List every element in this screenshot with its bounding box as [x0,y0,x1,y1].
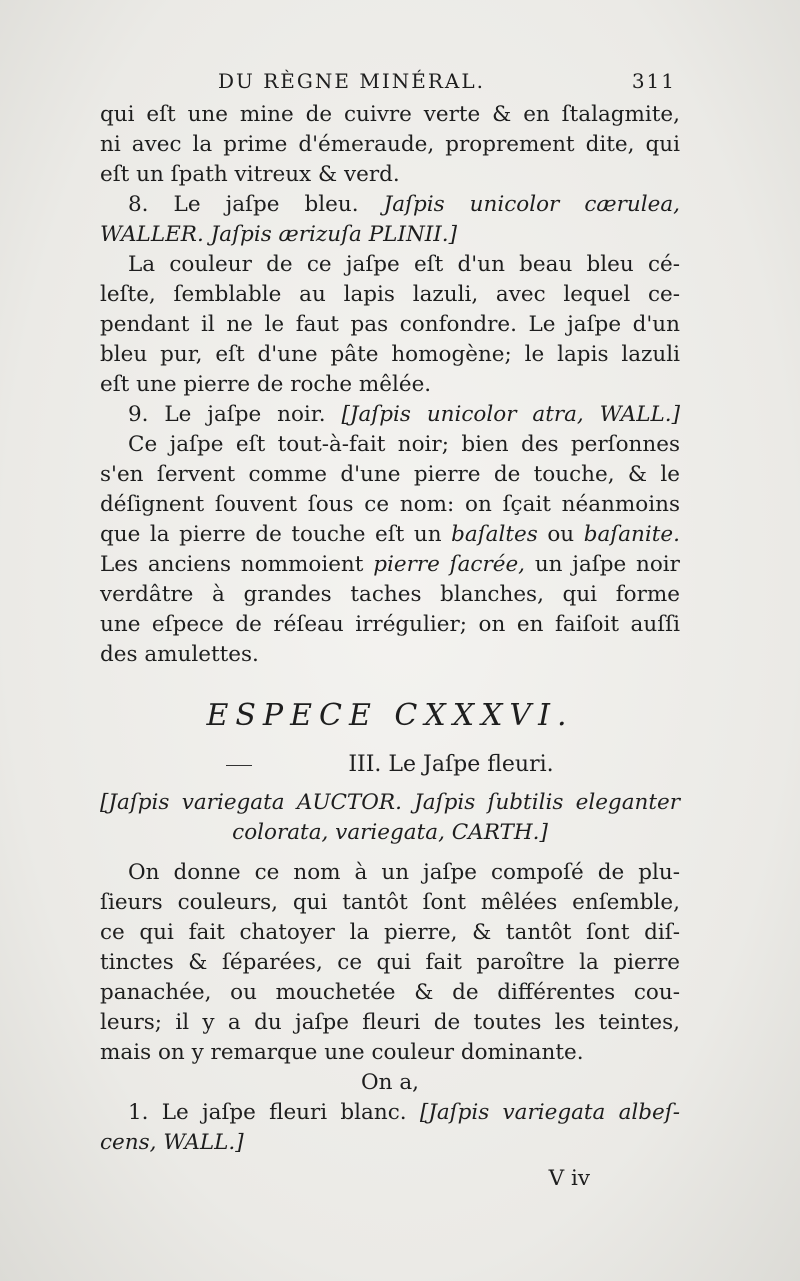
entry-8 [100,190,680,250]
synonyms-block [100,788,680,848]
text-line [100,1128,680,1158]
subheading [100,750,680,780]
paragraph-blue-jasper [100,250,680,400]
paragraph-black-jasper [100,430,680,670]
entry-1-synonym: cens, WALL.] [100,1130,244,1155]
text-line: mais on y remarque une couleur dominante. [100,1040,584,1065]
text-line: des amulettes. [100,642,259,667]
species-heading: ESPECE CXXXVI. [206,698,574,733]
synonyms-line-2: colorata, variegata, CARTH.] [232,820,548,845]
text-line [100,190,680,220]
text-line [100,818,680,848]
text-fragment: que la pierre de touche eſt un [100,522,442,547]
text-line: eſt un ſpath vitreux & verd. [100,162,400,187]
text-line: qui eſt une mine de cuivre verte & en ſtalagmite, [100,102,680,127]
text-line: Ce jaſpe eſt tout-à-fait noir; bien des perſonnes [128,432,680,457]
italic-term: baſaltes [451,522,538,547]
subheading-text: III. Le Jaſpe fleuri. [348,752,554,777]
entry-1 [100,1098,680,1158]
text-line [100,520,680,550]
text-line: pendant il ne le faut pas confondre. Le jaſpe d'un [100,312,680,337]
text-line: ce qui fait chatoyer la pierre, & tantôt ſont diſ- [100,920,680,945]
on-a-line: On a, [361,1070,419,1095]
text-line [100,788,680,818]
text-line: On donne ce nom à un jaſpe compoſé de plu- [128,860,680,885]
signature-mark: V iv [548,1166,590,1191]
page-text [100,66,680,1194]
running-head-title: DU RÈGNE MINÉRAL. [218,69,485,93]
text-line [100,1098,680,1128]
text-line [100,400,680,430]
text-fragment: un jaſpe noir [534,552,680,577]
text-line: ſieurs couleurs, qui tantôt ſont mêlées enſemble, [100,890,680,915]
text-line: déſignent ſouvent ſous ce nom: on ſçait néanmoins [100,492,680,517]
text-fragment: ou [547,522,575,547]
text-fragment: Les anciens nommoient [100,552,364,577]
page-number: 311 [631,69,676,93]
entry-9 [100,400,680,430]
text-line: tinctes & ſéparées, ce qui fait paroître la pierre [100,950,680,975]
italic-term: pierre ſacrée, [373,552,526,577]
entry-9-title: 9. Le jaſpe noir. [128,402,326,427]
text-line: verdâtre à grandes taches blanches, qui forme [100,582,680,607]
text-line: eſt une pierre de roche mêlée. [100,372,432,397]
entry-8-latin: Jaſpis unicolor cærulea, [383,192,680,217]
entry-1-latin: [Jaſpis variegata albeſ- [419,1100,680,1125]
paragraph-continued [100,100,680,190]
entry-1-title: 1. Le jaſpe fleuri blanc. [128,1100,407,1125]
text-line: ni avec la prime d'émeraude, proprement dite, qui [100,132,680,157]
text-line: une eſpece de réſeau irrégulier; on en faiſoit auſſi [100,612,680,637]
text-line: s'en ſervent comme d'une pierre de touche, & le [100,462,680,487]
running-head [100,66,680,100]
text-line: bleu pur, eſt d'une pâte homogène; le lapis lazuli [100,342,680,367]
entry-8-synonym: WALLER. Jaſpis ærizuſa PLINII.] [100,222,457,247]
italic-term: baſanite. [583,522,680,547]
synonyms-line-1: [Jaſpis variegata AUCTOR. Jaſpis ſubtilis eleganter [100,790,680,815]
text-line: leſte, ſemblable au lapis lazuli, avec lequel ce- [100,282,680,307]
dash-rule [226,765,252,766]
paragraph-flowered-jasper [100,858,680,1068]
text-line: La couleur de ce jaſpe eſt d'un beau bleu cé- [128,252,680,277]
text-line: panachée, ou mouchetée & de différentes cou- [100,980,680,1005]
entry-8-title: 8. Le jaſpe bleu. [128,192,359,217]
text-line: leurs; il y a du jaſpe fleuri de toutes les teintes, [100,1010,680,1035]
entry-9-latin: [Jaſpis unicolor atra, WALL.] [341,402,680,427]
text-line [100,220,680,250]
text-line [100,550,680,580]
